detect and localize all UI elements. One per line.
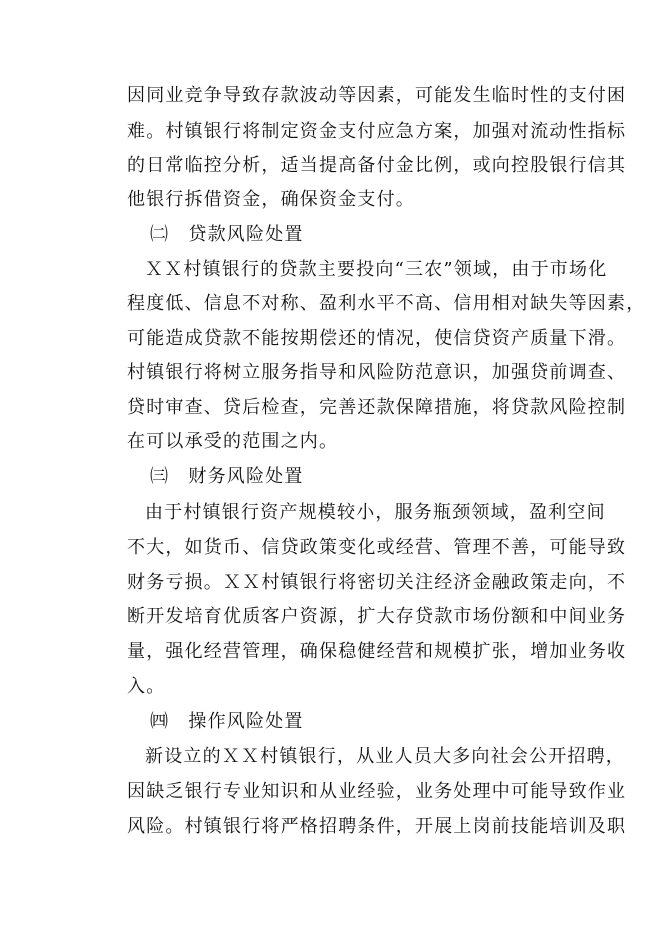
paragraph-line: 难。村镇银行将制定资金支付应急方案，加强对流动性指标	[127, 121, 627, 142]
paragraph-line: 程度低、信息不对称、盈利水平不高、信用相对缺失等因素，	[127, 293, 646, 314]
paragraph-line: ＸＸ村镇银行的贷款主要投向“三农”领域，由于市场化	[145, 259, 608, 280]
section-heading-operational-risk: ㈣ 操作风险处置	[150, 711, 304, 732]
paragraph-line: 入。	[127, 676, 166, 697]
section-heading-loan-risk: ㈡ 贷款风险处置	[150, 224, 304, 245]
paragraph-line: 的日常临控分析，适当提高备付金比例，或向控股银行信其	[127, 155, 627, 176]
paragraph-line: 财务亏损。ＸＸ村镇银行将密切关注经济金融政策走向，不	[127, 572, 627, 593]
paragraph-line: 因缺乏银行专业知识和从业经验，业务处理中可能导致作业	[127, 781, 627, 802]
section-heading-financial-risk: ㈢ 财务风险处置	[150, 466, 304, 487]
paragraph-line: 因同业竞争导致存款波动等因素，可能发生临时性的支付困	[127, 85, 627, 106]
paragraph-line: 风险。村镇银行将严格招聘条件，开展上岗前技能培训及职	[127, 816, 627, 837]
paragraph-line: 村镇银行将树立服务指导和风险防范意识，加强贷前调查、	[127, 362, 627, 383]
paragraph-line: 他银行拆借资金，确保资金支付。	[127, 189, 415, 210]
paragraph-line: 由于村镇银行资产规模较小，服务瓶颈领域，盈利空间	[145, 502, 606, 523]
paragraph-line: 可能造成贷款不能按期偿还的情况，使信贷资产质量下滑。	[127, 328, 627, 349]
paragraph-line: 在可以承受的范围之内。	[127, 431, 339, 452]
paragraph-line: 不大，如货币、信贷政策变化或经营、管理不善，可能导致	[127, 537, 627, 558]
paragraph-line: 贷时审查、贷后检查，完善还款保障措施，将贷款风险控制	[127, 397, 627, 418]
paragraph-line: 量，强化经营管理，确保稳健经营和规模扩张，增加业务收	[127, 641, 627, 662]
paragraph-line: 断开发培育优质客户资源，扩大存贷款市场份额和中间业务	[127, 606, 627, 627]
paragraph-line: 新设立的ＸＸ村镇银行，从业人员大多向社会公开招聘，	[145, 746, 625, 767]
